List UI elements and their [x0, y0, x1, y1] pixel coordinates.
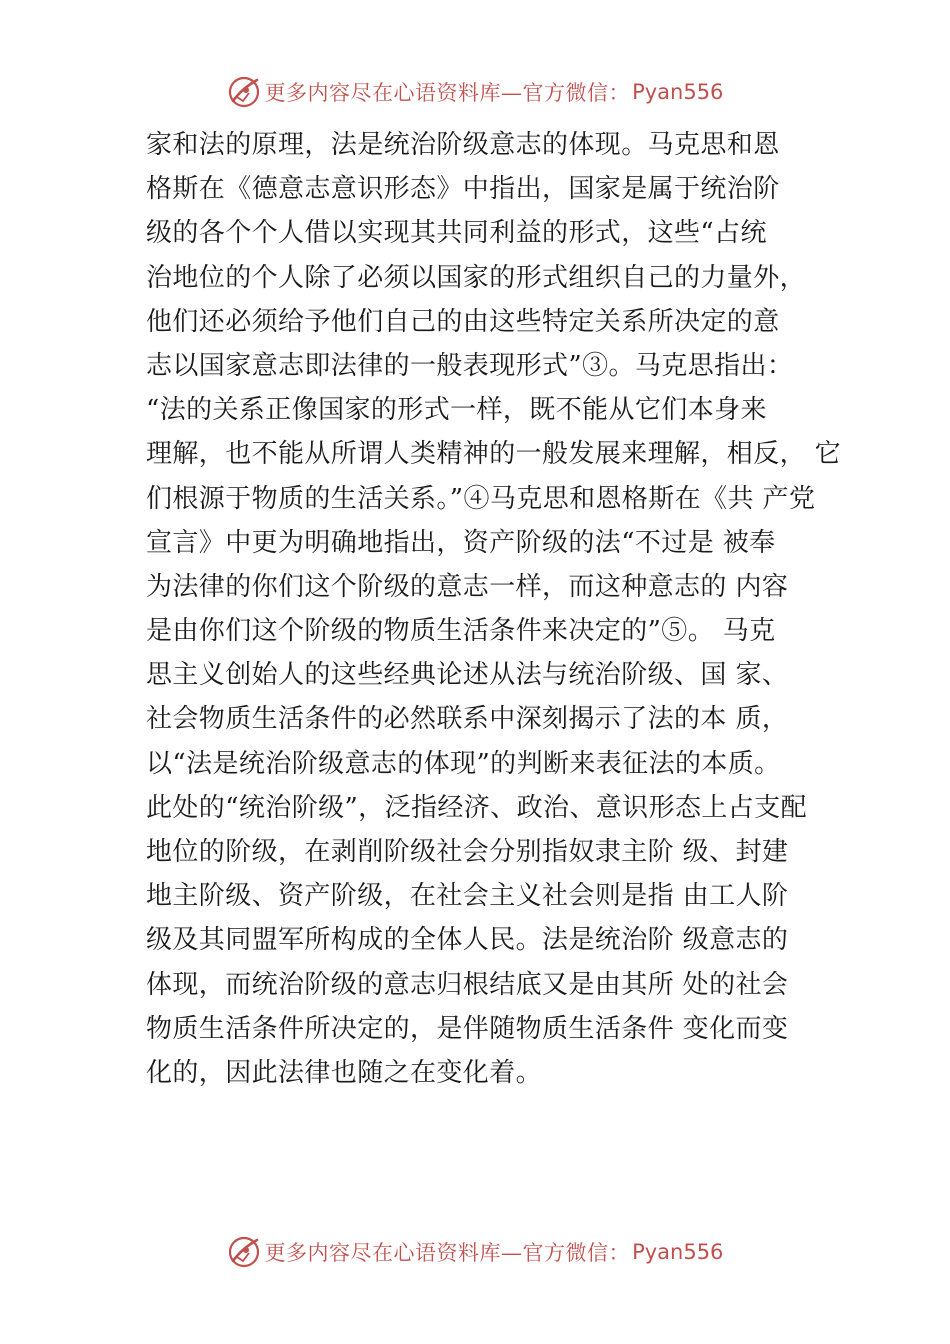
document-body — [146, 123, 842, 1095]
body-line: 格斯在《德意志意识形态》中指出，国家是属于统治阶 — [146, 174, 780, 205]
header-watermark — [0, 72, 950, 112]
body-line: 社会物质生活条件的必然联系中深刻揭示了法的本 质， — [146, 704, 789, 735]
footer-watermark — [0, 1232, 950, 1272]
body-line: 体现，而统治阶级的意志归根结底又是由其所 处的社会 — [146, 969, 789, 1000]
header-watermark-handle: Pyan556 — [632, 80, 724, 104]
body-line: 们根源于物质的生活关系。”④马克思和恩格斯在《共 产党 — [146, 483, 816, 514]
footer-watermark-handle: Pyan556 — [632, 1240, 724, 1264]
body-line: 级及其同盟军所构成的全体人民。法是统治阶 级意志的 — [146, 925, 789, 956]
body-line: 此处的“统治阶级”，泛指经济、政治、意识形态上占支配 — [146, 792, 807, 823]
body-line: 他们还必须给予他们自己的由这些特定关系所决定的意 — [146, 306, 780, 337]
footer-watermark-text: 更多内容尽在心语资料库—官方微信： — [264, 1241, 631, 1265]
header-watermark-text: 更多内容尽在心语资料库—官方微信： — [264, 81, 631, 105]
body-line: 以“法是统治阶级意志的体现”的判断来表征法的本质。 — [146, 748, 781, 779]
pen-seal-icon — [227, 75, 261, 109]
body-line: 思主义创始人的这些经典论述从法与统治阶级、国 家、 — [146, 660, 789, 691]
body-line: 地位的阶级，在剥削阶级社会分别指奴隶主阶 级、封建 — [146, 837, 789, 867]
body-line: 家和法的原理，法是统治阶级意志的体现。马克思和恩 — [146, 130, 780, 160]
body-line: 地主阶级、资产阶级，在社会主义社会则是指 由工人阶 — [146, 881, 789, 912]
body-line: 为法律的你们这个阶级的意志一样，而这种意志的 内容 — [146, 571, 789, 602]
body-line: 是由你们这个阶级的物质生活条件来决定的”⑤。 马克 — [146, 616, 776, 647]
body-line: 宣言》中更为明确地指出，资产阶级的法“不过是 被奉 — [146, 527, 776, 558]
pen-seal-icon — [227, 1235, 261, 1269]
body-line: 化的，因此法律也随之在变化着。 — [146, 1057, 543, 1088]
body-line: 志以国家意志即法律的一般表现形式”③。马克思指出： — [146, 350, 794, 381]
body-line: “法的关系正像国家的形式一样，既不能从它们本身来 — [146, 395, 767, 426]
body-line: 级的各个个人借以实现其共同利益的形式，这些“占统 — [146, 218, 767, 249]
body-line: 物质生活条件所决定的，是伴随物质生活条件 变化而变 — [146, 1013, 789, 1044]
body-line: 理解，也不能从所谓人类精神的一般发展来理解，相反， 它 — [146, 439, 842, 470]
body-line: 治地位的个人除了必须以国家的形式组织自己的力量外， — [146, 262, 807, 293]
